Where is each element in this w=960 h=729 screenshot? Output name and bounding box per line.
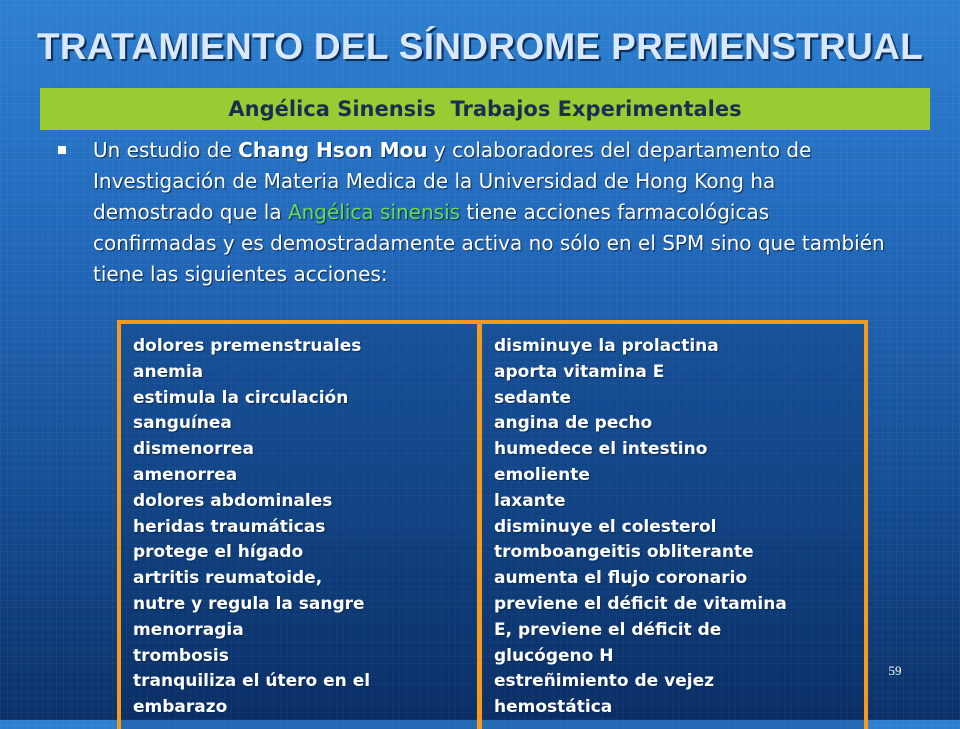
- bullet-square-icon: [58, 146, 66, 154]
- page-number: 59: [888, 663, 902, 678]
- list-item: amenorrea: [133, 464, 238, 485]
- list-item: humedece el intestino: [494, 439, 708, 460]
- paragraph-author: Chang Hson Mou: [238, 138, 428, 162]
- list-item: trombosis: [133, 645, 229, 666]
- list-item: disminuye la prolactina: [494, 336, 719, 356]
- list-item: emoliente: [494, 464, 590, 485]
- list-item: dolores abdominales: [133, 490, 333, 511]
- list-item: angina de pecho: [494, 413, 653, 434]
- list-item: E, previene el déficit de: [494, 619, 722, 640]
- list-item: dolores premenstruales: [133, 336, 362, 356]
- paragraph-text-2: y colaboradores del departamento de Investigación de Materia Medica de la Universidad de Hong Kong ha demostrado que la: [93, 138, 812, 224]
- list-item: embarazo: [133, 697, 228, 718]
- right-actions-list: [482, 324, 864, 721]
- list-item: menorragia: [133, 619, 244, 640]
- body-paragraph: [93, 135, 893, 290]
- list-item: tranquiliza el útero en el: [133, 671, 371, 692]
- list-item: estimula la circulación: [133, 387, 349, 408]
- list-item: glucógeno H: [494, 645, 614, 666]
- list-item: sanguínea: [133, 413, 232, 434]
- left-actions-list: [121, 324, 477, 721]
- list-item: aporta vitamina E: [494, 361, 665, 382]
- list-item: previene el déficit de vitamina: [494, 593, 787, 614]
- subtitle-bar: [40, 88, 930, 130]
- left-actions-box: [117, 320, 481, 729]
- paragraph-text-3: tiene acciones farmacológicas confirmadas y es demostradamente activa no sólo en el SPM sino que también tiene las siguientes acciones:: [93, 200, 885, 286]
- list-item: tromboangeitis obliterante: [494, 542, 754, 563]
- subtitle-text: Angélica Sinensis Trabajos Experimentales: [228, 97, 742, 121]
- list-item: heridas traumáticas: [133, 516, 326, 537]
- list-item: anemia: [133, 361, 204, 382]
- list-item: disminuye el colesterol: [494, 516, 717, 537]
- list-item: dismenorrea: [133, 439, 254, 460]
- list-item: protege el hígado: [133, 542, 304, 563]
- list-item: estreñimiento de vejez: [494, 671, 714, 692]
- right-actions-box: [478, 320, 868, 729]
- paragraph-plant-name: Angélica sinensis: [287, 200, 461, 224]
- list-item: hemostática: [494, 697, 613, 718]
- list-item: laxante: [494, 490, 566, 511]
- list-item: sedante: [494, 387, 572, 408]
- list-item: nutre y regula la sangre: [133, 593, 365, 614]
- slide-title: TRATAMIENTO DEL SÍNDROME PREMENSTRUAL: [36, 26, 924, 67]
- list-item: aumenta el flujo coronario: [494, 568, 748, 589]
- paragraph-text-1: Un estudio de: [93, 138, 239, 162]
- list-item: artritis reumatoide,: [133, 568, 323, 589]
